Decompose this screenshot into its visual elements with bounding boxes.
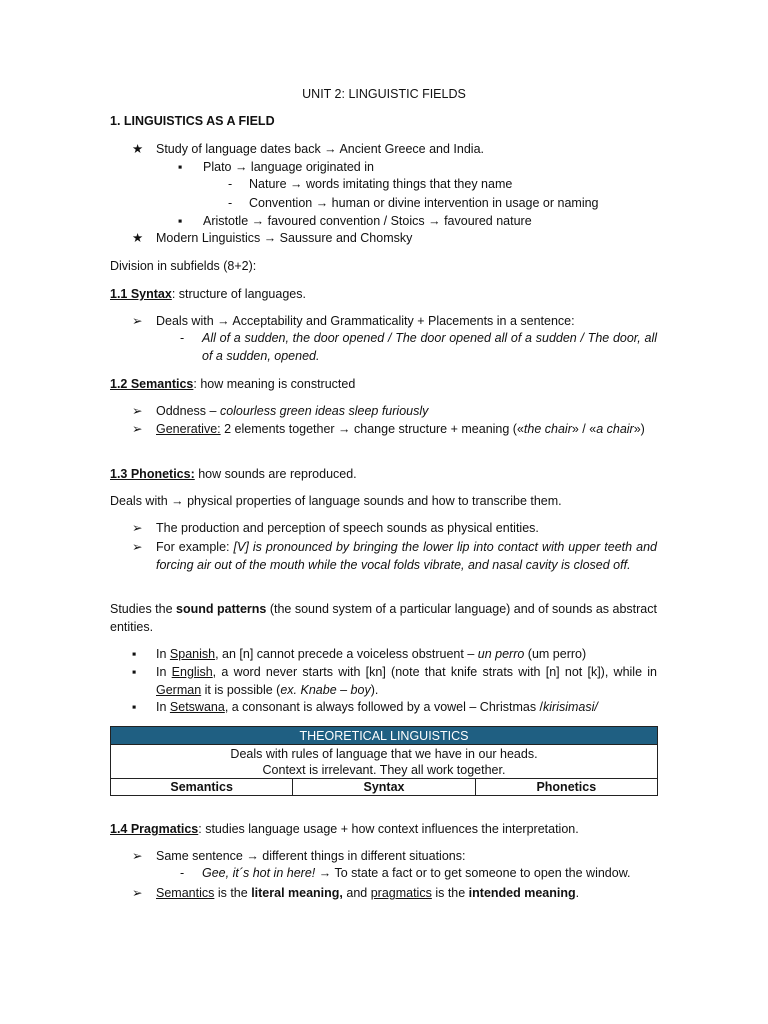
list-item: Deals with → Acceptability and Grammaticality + Placements in a sentence: [156, 314, 575, 328]
heading-text: how sounds are reproduced. [194, 467, 357, 481]
arrow-bullet-icon: ➢ [132, 886, 143, 900]
heading-number: 1.1 Syntax [110, 287, 172, 301]
item-text: 2 elements together → change structure + meaning (« [220, 422, 524, 436]
list-item [156, 539, 657, 574]
theoretical-linguistics-table [110, 726, 658, 796]
heading-text: : how meaning is constructed [193, 377, 356, 391]
list-item: Study of language dates back → Ancient Greece and India. [156, 142, 484, 156]
heading-number: 1.2 Semantics [110, 377, 194, 391]
table-column-syntax: Syntax [293, 779, 475, 796]
item-text: → To state a fact or to get someone to open the window. [315, 866, 631, 880]
item-emphasis: intended meaning [468, 886, 576, 900]
item-text: , a word never starts with [kn] (note that knife strats with [n] not [k]), while in [212, 665, 657, 679]
dash-bullet-icon: - [228, 196, 233, 210]
item-example: the chair [523, 422, 572, 436]
square-bullet-icon: ▪ [132, 647, 137, 661]
item-text: is the [431, 886, 469, 900]
item-label: Generative: [156, 422, 221, 436]
item-text: it is possible ( [201, 682, 281, 697]
list-item [156, 421, 657, 439]
item-example: [V] is pronounced by bringing the lower lip into contact with upper teeth and forcing air out of the mouth while the vocal folds vibrate, and nasal cavity is closed off. [156, 540, 657, 572]
item-text: » / « [571, 422, 597, 436]
item-text: , an [n] cannot precede a voiceless obstruent – [215, 647, 478, 661]
heading-text: : structure of languages. [171, 287, 306, 301]
table-description-line: Context is irrelevant. They all work together. [262, 762, 506, 777]
example-text [202, 865, 631, 883]
table-column-semantics: Semantics [111, 779, 293, 796]
item-label: Oddness – [156, 404, 220, 418]
item-example: Gee, it´s hot in here! [202, 866, 316, 880]
table-header: THEORETICAL LINGUISTICS [111, 727, 658, 745]
item-text: ») [633, 422, 645, 436]
arrow-bullet-icon: ➢ [132, 540, 143, 554]
list-item [156, 885, 579, 903]
language-name: Setswana [169, 700, 225, 714]
item-example: colourless green ideas sleep furiously [219, 404, 429, 418]
paragraph-text: (the sound system of a particular language) and of sounds as abstract entities. [110, 602, 657, 634]
table-column-phonetics: Phonetics [475, 779, 657, 796]
star-bullet-icon: ★ [132, 231, 144, 245]
subsection-heading [110, 466, 357, 484]
arrow-bullet-icon: ➢ [132, 314, 143, 328]
list-item [156, 699, 598, 717]
paragraph-emphasis: sound patterns [176, 602, 267, 616]
dash-bullet-icon: - [180, 866, 185, 880]
page-title: UNIT 2: LINGUISTIC FIELDS [302, 87, 466, 101]
subsection-heading [110, 376, 355, 394]
item-example: un perro [477, 647, 525, 661]
table-description-line: Deals with rules of language that we have in our heads. [230, 746, 538, 761]
item-text: is the [214, 886, 252, 900]
list-item: Plato → language originated in [203, 160, 374, 174]
list-item [156, 664, 657, 699]
item-text: In [156, 700, 170, 714]
square-bullet-icon: ▪ [132, 665, 137, 679]
section-heading: 1. LINGUISTICS AS A FIELD [110, 114, 275, 128]
language-name: German [156, 682, 202, 697]
square-bullet-icon: ▪ [178, 160, 183, 174]
subsection-heading [110, 821, 579, 839]
table-description [111, 745, 658, 779]
heading-number: 1.3 Phonetics: [110, 467, 195, 481]
item-example: a chair [596, 422, 634, 436]
item-text: In [156, 665, 172, 679]
arrow-bullet-icon: ➢ [132, 521, 143, 535]
subsection-heading [110, 286, 306, 304]
list-item: Same sentence → different things in different situations: [156, 849, 466, 863]
item-text: , a consonant is always followed by a vowel – Christmas / [224, 700, 544, 714]
paragraph: Deals with → physical properties of language sounds and how to transcribe them. [110, 494, 562, 508]
item-text: ). [370, 682, 379, 697]
list-item: Modern Linguistics → Saussure and Chomsky [156, 231, 413, 245]
language-name: Spanish [169, 647, 216, 661]
item-text: and [342, 886, 371, 900]
arrow-bullet-icon: ➢ [132, 849, 143, 863]
item-text: In [156, 647, 170, 661]
item-example: ex. Knabe – boy [280, 682, 371, 697]
paragraph [110, 601, 657, 636]
language-name: English [171, 665, 213, 679]
list-item: Convention → human or divine intervention in usage or naming [249, 196, 599, 210]
example-text: All of a sudden, the door opened / The door opened all of a sudden / The door, all of a sudden, opened. [202, 331, 657, 363]
heading-text: : studies language usage + how context influences the interpretation. [198, 822, 579, 836]
paragraph-text: Studies the [110, 602, 177, 616]
list-item: Nature → words imitating things that they name [249, 177, 513, 191]
star-bullet-icon: ★ [132, 142, 144, 156]
item-text: (um perro) [524, 647, 587, 661]
list-item: The production and perception of speech sounds as physical entities. [156, 521, 539, 535]
list-item: Aristotle → favoured convention / Stoics → favoured nature [203, 214, 532, 228]
dash-bullet-icon: - [180, 331, 185, 345]
item-label: For example: [156, 540, 234, 554]
list-item [156, 646, 586, 664]
term: pragmatics [370, 886, 432, 900]
term: Semantics [156, 886, 215, 900]
arrow-bullet-icon: ➢ [132, 404, 143, 418]
item-emphasis: literal meaning, [251, 886, 343, 900]
heading-number: 1.4 Pragmatics [110, 822, 199, 836]
square-bullet-icon: ▪ [178, 214, 183, 228]
dash-bullet-icon: - [228, 177, 233, 191]
arrow-bullet-icon: ➢ [132, 422, 143, 436]
paragraph: Division in subfields (8+2): [110, 259, 257, 273]
item-example: kirisimasi/ [543, 700, 598, 714]
item-text: . [575, 886, 580, 900]
list-item [156, 403, 428, 421]
square-bullet-icon: ▪ [132, 700, 137, 714]
